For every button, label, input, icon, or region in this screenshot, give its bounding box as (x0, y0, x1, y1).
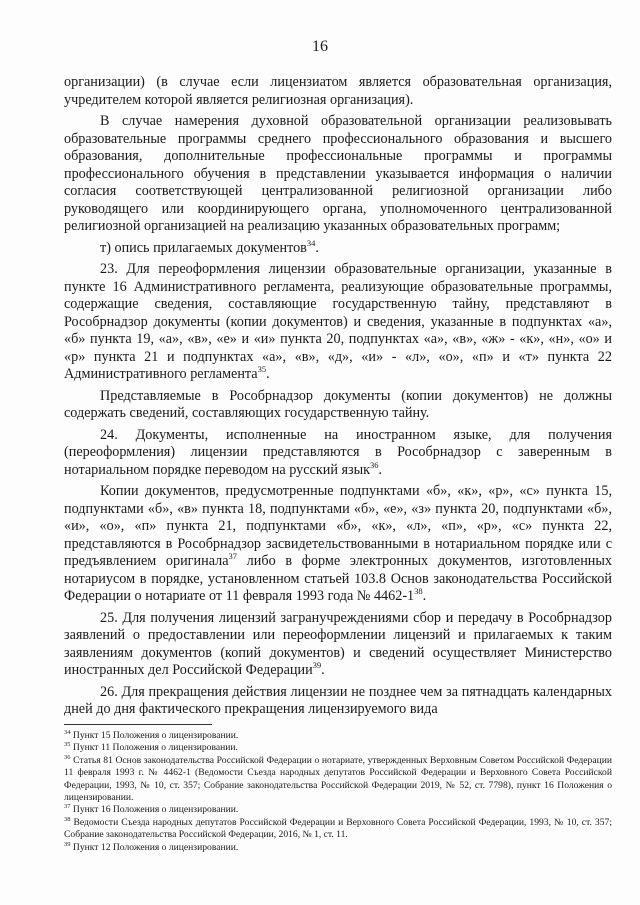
footnote-ref: 34 (306, 237, 316, 248)
footnote-ref: 37 (228, 551, 237, 561)
footnote-item: $^{36}$ Статья 81 Основ законодательства Российской Федерации о нотариате, утвержденных Верховным Советом Российской Федерации 11 февраля 1993 г. № 4462-1 (Ведомости Съезда народных депутатов Российской Федерации и Верховного Совета Российской Федерации, 1993, № 10, ст. 357; Собрание законодательства Российской Федерации 2019, № 52, ст. 7798), пункт 16 Положения о лицензировании. (64, 753, 612, 804)
footnotes (64, 730, 612, 854)
footnote-item: $^{38}$ Ведомости Съезда народных депутатов Российской Федерации и Верховного Совета Российской Федерации, 1993, № 10, ст. 357; Собрание законодательства Российской Федерации, 2016, № 1, ст. 11. (64, 815, 612, 841)
footnote-item: $^{37}$ Пункт 16 Положения о лицензировании. (64, 803, 239, 816)
page-number: 16 (312, 38, 328, 55)
paragraph-item-t: т) опись прилагаемых документов$^{34}$. (100, 237, 319, 256)
paragraph-secret-info: Представляемые в Рособрнадзор документы (копии документов) не должны содержать сведений, составляющих государственную тайну. (64, 387, 612, 421)
footnote-item: $^{34}$ Пункт 15 Положения о лицензировании. (64, 729, 239, 741)
paragraph-26: 26. Для прекращения действия лицензии не позднее чем за пятнадцать календарных дней до дня фактического прекращения лицензируемого вида (64, 683, 612, 717)
footnote-ref: 39 (312, 660, 322, 670)
footnote-ref: 35 (257, 364, 267, 374)
paragraph-religious-consent: В случае намерения духовной образовательной организации реализовывать образовательные программы среднего профессионального образования и высшего образования, дополнительные профессиональные программы и программы профессионального обучения в представлении указывается информация о наличии согласия соответствующей централизованной религиозной организации либо руководящего или координирующего органа, уполномоченного централизованной религиозной организацией на реализацию указанных образовательных программ; (64, 113, 612, 234)
paragraph-copies: Копии документов, предусмотренные подпунктами «б», «к», «р», «с» пункта 15, подпунктами «б», «в» пункта 18, подпунктами «б», «е», «з» пункта 20, подпунктами «б», «и», «о», «п» пункта 21, подпунктами «б», «к», «л», «п», «р», «с» пункта 22, представляются в Рособрнадзор засвидетельствованными в нотариальном порядке или с предъявлением оригинала$^{37}$ либо в форме электронных документов, изготовленных нотариусом в порядке, установленном статьей 103.8 Основ законодательства Российской Федерации о нотариате от 11 февраля 1993 года № 4462-1$^{38}$. (64, 483, 613, 604)
paragraph-24: 24. Документы, исполненные на иностранном языке, для получения (переоформления) лицензии представляются в Рособрнадзор с заверенным в нотариальном порядке переводом на русский язык$^{36}$. (64, 426, 612, 478)
footnote-divider (64, 724, 212, 725)
paragraph-25: 25. Для получения лицензий загранучреждениями сбор и передачу в Рособрнадзор заявлений о предоставлении или переоформлении лицензий и прилагаемых к таким заявлениям документов (копий документов) и сведений осуществляет Министерство иностранных дел Российской Федерации$^{39}$. (64, 609, 612, 678)
body-text (64, 74, 612, 723)
footnote-item: $^{39}$ Пункт 12 Положения о лицензировании. (64, 840, 239, 853)
footnote-item: $^{35}$ Пункт 11 Положения о лицензировании. (64, 741, 238, 754)
footnote-ref: 38 (414, 586, 423, 596)
paragraph-23: 23. Для переоформления лицензии образовательные организации, указанные в пункте 16 Административного регламента, реализующие образовательные программы, содержащие сведения, составляющие государственную тайну, представляют в Рособрнадзор документы (копии документов) и сведения, указанные в подпунктах «а», «б» пункта 19, «а», «в», «е» и «и» пункта 20, подпунктах «а», «в», «ж» - «к», «н», «о» и «р» пункта 21 и подпунктах «а», «в», «д», «и» - «л», «о», «п» и «т» пункта 22 Административного регламента$^{35}$. (64, 261, 612, 382)
footnote-ref: 36 (370, 459, 379, 470)
paragraph-continuation: организации) (в случае если лицензиатом является образовательная организация, учредителем которой является религиозная организация). (64, 74, 612, 108)
